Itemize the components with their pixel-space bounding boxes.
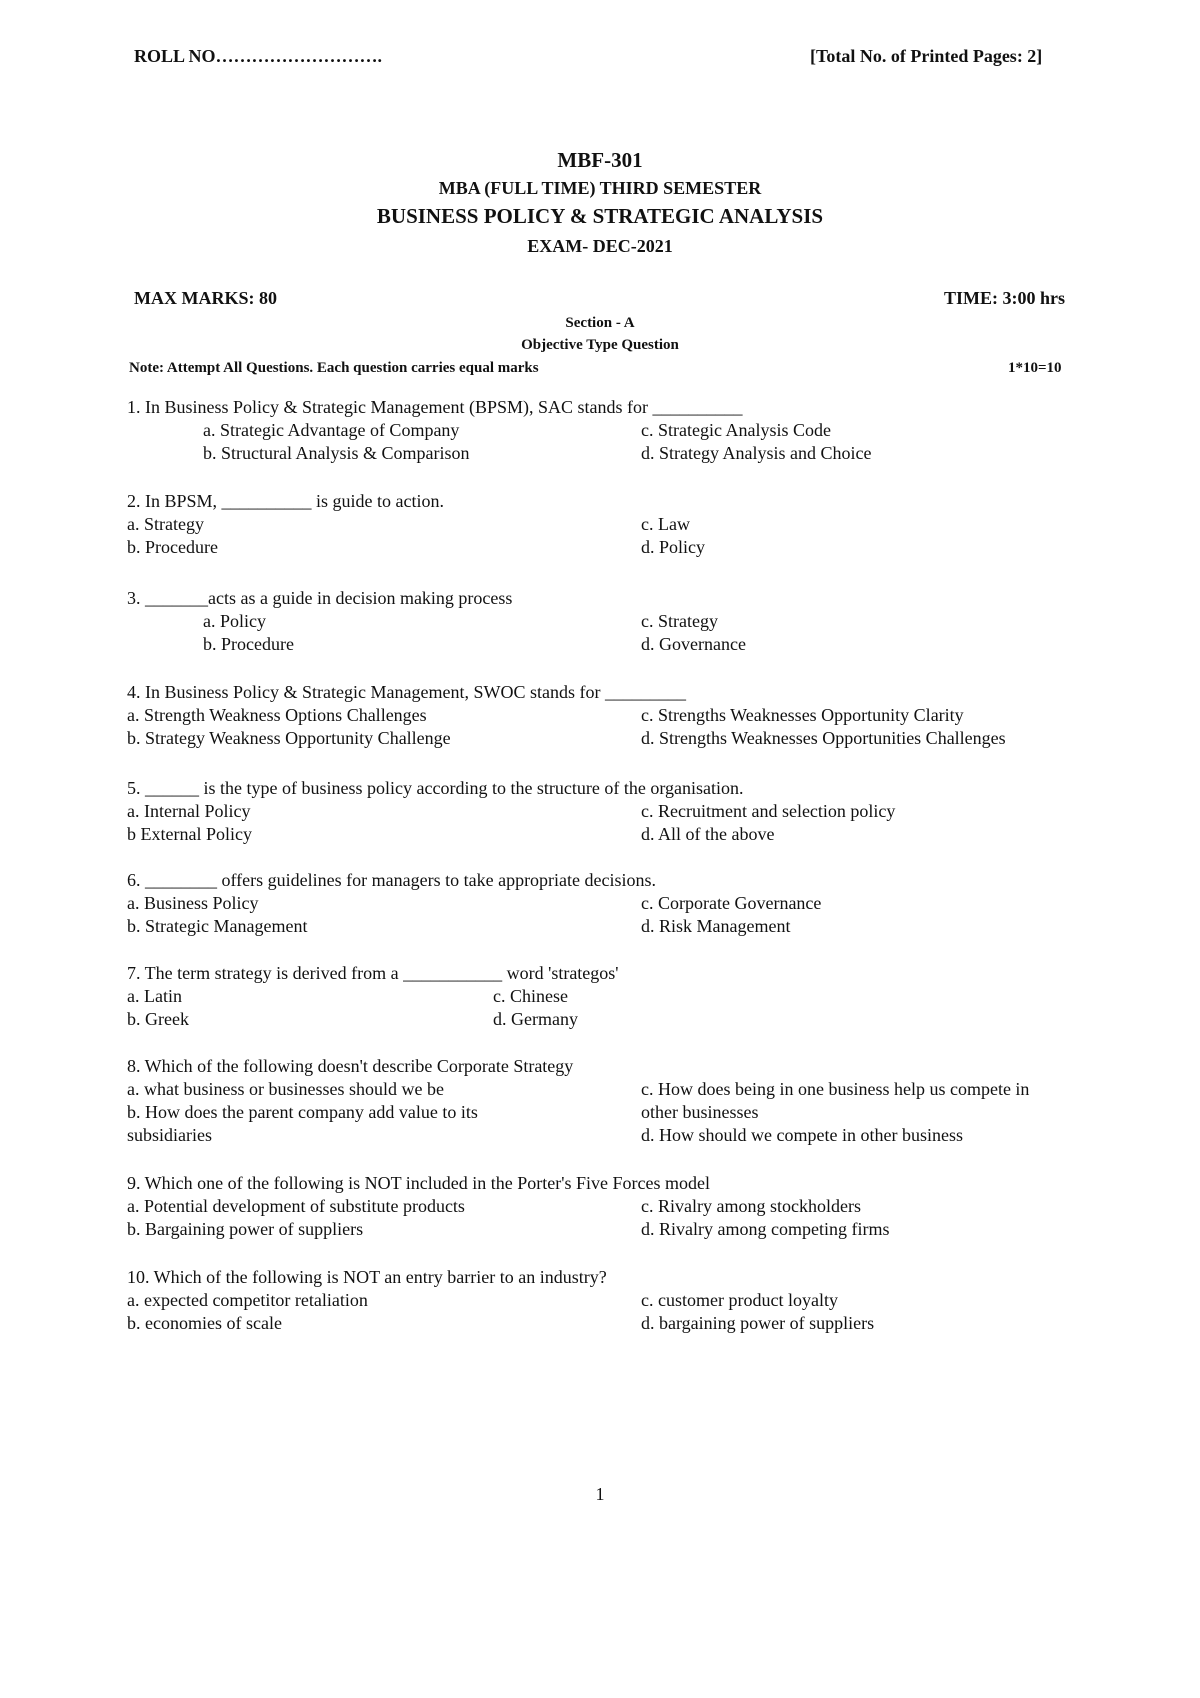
question-text: 5. ______ is the type of business policy according to the structure of the organisation.	[127, 778, 744, 798]
option-b: b. Strategic Management	[127, 916, 308, 936]
total-pages: [Total No. of Printed Pages: 2]	[810, 46, 1043, 66]
page-number: 1	[595, 1484, 605, 1504]
option-c: c. Chinese	[493, 986, 568, 1006]
option-a: a. Strategic Advantage of Company	[203, 420, 460, 440]
question-text: 4. In Business Policy & Strategic Management, SWOC stands for _________	[127, 682, 686, 702]
option-a: a. Business Policy	[127, 893, 259, 913]
section-marks: 1*10=10	[1008, 360, 1062, 376]
option-b: b. Bargaining power of suppliers	[127, 1219, 364, 1239]
option-b: b. How does the parent company add value to its	[127, 1102, 478, 1122]
max-marks: MAX MARKS: 80	[134, 288, 277, 308]
option-a: a. Policy	[203, 611, 266, 631]
section-name: Section - A	[565, 315, 635, 331]
option-b: b. Structural Analysis & Comparison	[203, 443, 470, 463]
option-d: d. Strengths Weaknesses Opportunities Challenges	[641, 728, 1006, 748]
option-c: c. Rivalry among stockholders	[641, 1196, 861, 1216]
option-a: a. what business or businesses should we be	[127, 1079, 444, 1099]
option-a: a. Internal Policy	[127, 801, 251, 821]
option-a: a. expected competitor retaliation	[127, 1290, 368, 1310]
question-text: 7. The term strategy is derived from a ___________ word 'strategos'	[127, 963, 619, 983]
option-c-continued: other businesses	[641, 1102, 759, 1122]
subject-title: BUSINESS POLICY & STRATEGIC ANALYSIS	[376, 204, 824, 228]
option-a: a. Strength Weakness Options Challenges	[127, 705, 427, 725]
question-text: 2. In BPSM, __________ is guide to action.	[127, 491, 445, 511]
option-b: b. Strategy Weakness Opportunity Challenge	[127, 728, 451, 748]
question-text: 3. _______acts as a guide in decision making process	[127, 588, 513, 608]
question-text: 9. Which one of the following is NOT included in the Porter's Five Forces model	[127, 1173, 710, 1193]
roll-no: ROLL NO……………………….	[134, 46, 383, 66]
option-d: d. Germany	[493, 1009, 578, 1029]
option-d: d. Governance	[641, 634, 746, 654]
option-b: b External Policy	[127, 824, 252, 844]
question-text: 8. Which of the following doesn't describe Corporate Strategy	[127, 1056, 574, 1076]
option-b: b. Procedure	[127, 537, 218, 557]
option-b: b. Greek	[127, 1009, 189, 1029]
option-d: d. How should we compete in other business	[641, 1125, 963, 1145]
exam-title: EXAM- DEC-2021	[527, 236, 673, 256]
option-b: b. Procedure	[203, 634, 294, 654]
option-c: c. Law	[641, 514, 690, 534]
option-c: c. Recruitment and selection policy	[641, 801, 896, 821]
section-type: Objective Type Question	[521, 337, 679, 353]
time: TIME: 3:00 hrs	[944, 288, 1065, 308]
option-c: c. Strategy	[641, 611, 718, 631]
option-d: d. bargaining power of suppliers	[641, 1313, 875, 1333]
option-c: c. Corporate Governance	[641, 893, 822, 913]
option-d: d. Risk Management	[641, 916, 791, 936]
question-text: 10. Which of the following is NOT an entry barrier to an industry?	[127, 1267, 607, 1287]
question-text: 1. In Business Policy & Strategic Management (BPSM), SAC stands for __________	[127, 397, 743, 417]
option-c: c. customer product loyalty	[641, 1290, 838, 1310]
section-note: Note: Attempt All Questions. Each question carries equal marks	[129, 360, 539, 376]
question-text: 6. ________ offers guidelines for managers to take appropriate decisions.	[127, 870, 657, 890]
option-c: c. How does being in one business help us compete in	[641, 1079, 1030, 1099]
option-d: d. Policy	[641, 537, 706, 557]
option-a: a. Potential development of substitute products	[127, 1196, 465, 1216]
course-code: MBF-301	[557, 148, 643, 172]
option-b-continued: subsidiaries	[127, 1125, 212, 1145]
option-b: b. economies of scale	[127, 1313, 282, 1333]
option-c: c. Strengths Weaknesses Opportunity Clarity	[641, 705, 964, 725]
program-title: MBA (FULL TIME) THIRD SEMESTER	[438, 178, 762, 198]
option-c: c. Strategic Analysis Code	[641, 420, 831, 440]
option-a: a. Strategy	[127, 514, 204, 534]
option-d: d. Rivalry among competing firms	[641, 1219, 890, 1239]
option-d: d. Strategy Analysis and Choice	[641, 443, 872, 463]
option-a: a. Latin	[127, 986, 182, 1006]
option-d: d. All of the above	[641, 824, 775, 844]
